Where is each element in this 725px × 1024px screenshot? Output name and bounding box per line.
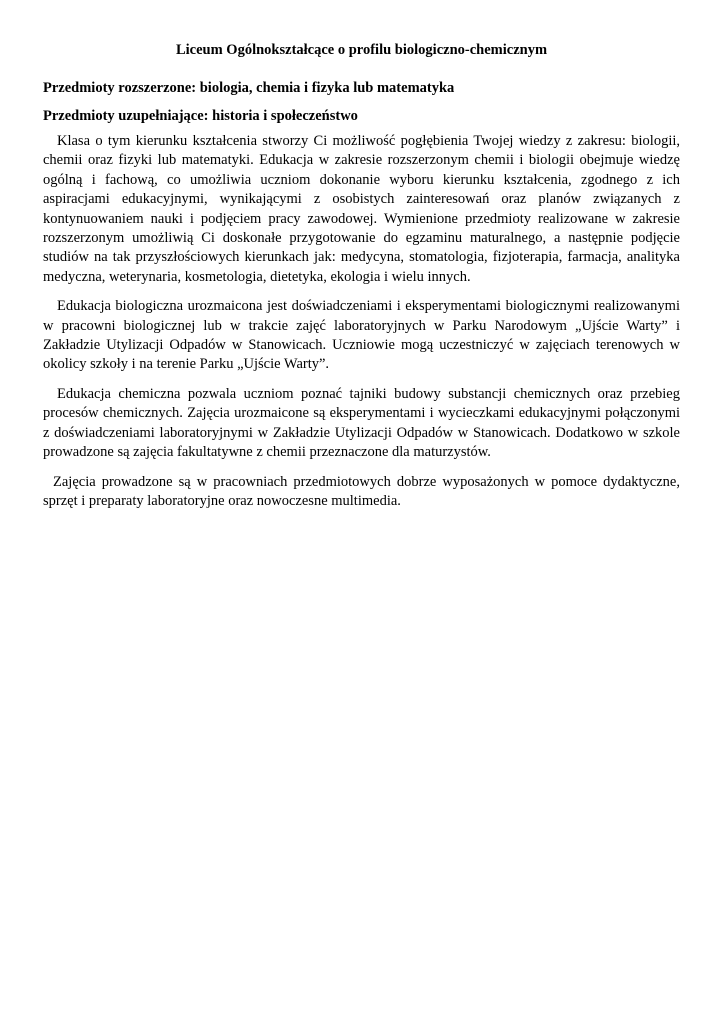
supplementary-subjects-heading: Przedmioty uzupełniające: historia i społeczeństwo <box>43 108 358 124</box>
paragraph-classrooms: Zajęcia prowadzone są w pracowniach przedmiotowych dobrze wyposażonych w pomoce dydaktyczne, sprzęt i preparaty laboratoryjne oraz nowoczesne multimedia. <box>43 473 680 509</box>
paragraph-profile-intro: Klasa o tym kierunku kształcenia stworzy Ci możliwość pogłębienia Twojej wiedzy z zakresu: biologii, chemii oraz fizyki lub matematyki. Edukacja w zakresie rozszerzonym chemii i biologii obejmuje wiedzę ogólną i fachową, co umożliwia uczniom dokonanie wyboru kierunku kształcenia, zgodnego z ich aspiracjami edukacyjnymi, wynikającymi z osobistych zainteresowań oraz planów związanych z kontynuowaniem nauki i podjęciem pracy zawodowej. Wymienione przedmioty realizowane w zakresie rozszerzonym umożliwią Ci doskonałe przygotowanie do egzaminu maturalnego, a następnie podjęcie studiów na tak przyszłościowych kierunkach jak: medycyna, stomatologia, fizjoterapia, farmacja, analityka medyczna, weterynaria, kosmetologia, dietetyka, ekologia i wielu innych. <box>43 133 680 285</box>
document-title: Liceum Ogólnokształcące o profilu biologiczno-chemicznym <box>175 42 548 58</box>
document-page <box>43 40 680 521</box>
paragraph-chemistry-education: Edukacja chemiczna pozwala uczniom poznać tajniki budowy substancji chemicznych oraz przebieg procesów chemicznych. Zajęcia urozmaicone są eksperymentami i wycieczkami edukacyjnymi połączonymi z doświadczeniami laboratoryjnymi w Zakładzie Utylizacji Odpadów w Stanowicach. Dodatkowo w szkole prowadzone są zajęcia fakultatywne z chemii przeznaczone dla maturzystów. <box>43 385 680 461</box>
paragraph-biology-education: Edukacja biologiczna urozmaicona jest doświadczeniami i eksperymentami biologicznymi realizowanymi w pracowni biologicznej lub w trakcie zajęć laboratoryjnych w Parku Narodowym „Ujście Warty” i Zakładzie Utylizacji Odpadów w Stanowicach. Uczniowie mogą uczestniczyć w zajęciach terenowych w okolicy szkoły i na terenie Parku „Ujście Warty”. <box>43 298 680 373</box>
extended-subjects-heading: Przedmioty rozszerzone: biologia, chemia i fizyka lub matematyka <box>43 80 455 96</box>
